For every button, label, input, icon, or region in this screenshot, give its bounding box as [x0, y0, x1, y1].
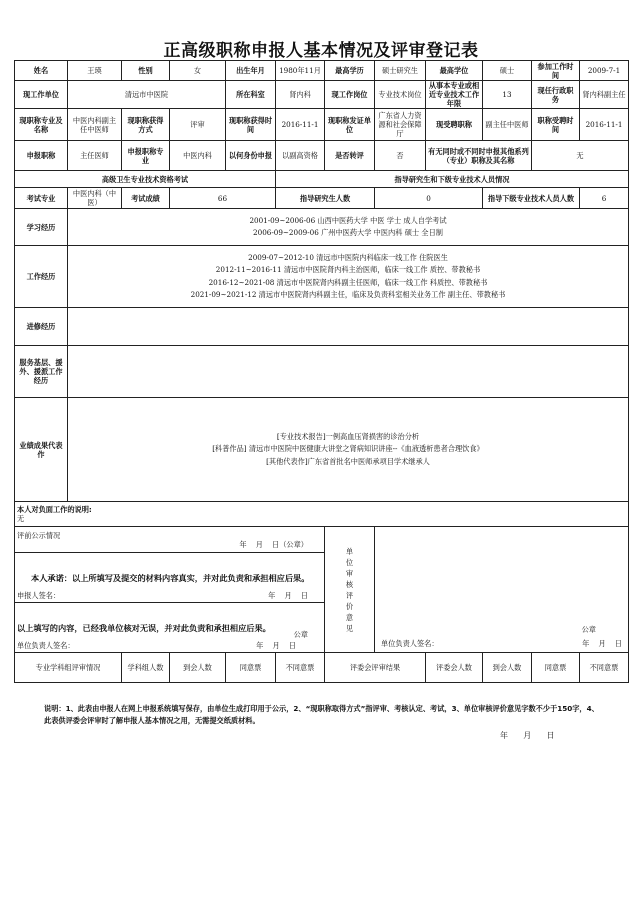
gender-label: 性别	[122, 61, 170, 81]
dept-label: 所在科室	[226, 81, 276, 109]
junior-count-label: 指导下级专业技术人员人数	[483, 188, 580, 209]
registration-form-table	[14, 60, 629, 683]
promise-sign: 申报人签名：	[17, 591, 61, 600]
publicity-date: 年 月 日（公章）	[239, 539, 308, 549]
committee-agree-label: 同意票	[532, 653, 580, 683]
admin-label: 现任行政职务	[532, 81, 580, 109]
publicity-label: 评前公示情况	[17, 530, 61, 540]
method-label: 现职称获得方式	[122, 109, 170, 141]
apply-label: 申报职称	[15, 141, 68, 171]
unit-check-date: 年 月 日	[256, 641, 296, 650]
committee-members-label: 评委会人数	[426, 653, 483, 683]
unit-opinion-seal: 公章	[581, 625, 596, 634]
group-review-label: 专业学科组评审情况	[15, 653, 122, 683]
admin-value: 肾内科副主任	[580, 81, 629, 109]
unit-opinion-sign: 单位负责人签名：	[381, 639, 439, 648]
committee-disagree-label: 不同意票	[580, 653, 629, 683]
get-time-value: 2016-11-1	[276, 109, 325, 141]
transfer-label: 是否转评	[325, 141, 375, 171]
birth-value: 1980年11月	[276, 61, 325, 81]
work-line: 2021-09~2021-12 清远市中医院肾内科副主任，临床及负责科室相关业务工作 副主任、带教秘书	[190, 290, 506, 299]
education-label: 最高学历	[325, 61, 375, 81]
issuer-label: 现职称发证单位	[325, 109, 375, 141]
identity-label: 以何身份申报	[226, 141, 276, 171]
group-agree-label: 同意票	[226, 653, 276, 683]
footnote: 说明：1、此表由申报人在网上申报系统填写保存，由单位生成打印用于公示，2、“现职称取得方式”指评审、考核认定、考试，3、单位审核评价意见字数不少于150字，4、此表供评委会评审时了解申报人基本情况之用，无需提交纸质材料。	[44, 704, 599, 725]
gender-value: 女	[170, 61, 226, 81]
self-explanation	[15, 502, 629, 527]
work-line: 2009-07~2012-10 清远市中医院内科临床一线工作 住院医生	[248, 252, 448, 262]
years-label: 从事本专业或相近专业技术工作年限	[426, 81, 483, 109]
guidance-section-title: 指导研究生和下级专业技术人员情况	[276, 171, 629, 188]
achievements-content	[68, 398, 629, 502]
get-time-label: 现职称获得时间	[226, 109, 276, 141]
name-value: 王瑛	[68, 61, 122, 81]
unit-check-seal: 公章	[293, 630, 308, 639]
exam-score-value: 66	[170, 188, 276, 209]
transfer-value: 否	[375, 141, 426, 171]
grad-count-label: 指导研究生人数	[276, 188, 375, 209]
dept-value: 肾内科	[276, 81, 325, 109]
achievement-line: [其他代表作]广东省首批名中医师承项目学术继承人	[266, 456, 430, 466]
title-value: 中医内科副主任中医师	[68, 109, 122, 141]
degree-label: 最高学位	[426, 61, 483, 81]
apply-major-label: 申报职称专业	[122, 141, 170, 171]
promise-date: 年 月 日	[268, 591, 308, 600]
work-label: 工作经历	[15, 246, 68, 308]
further-study-content	[68, 308, 629, 346]
page-title: 正高级职称申报人基本情况及评审登记表	[163, 41, 479, 61]
hire-time-value: 2016-11-1	[580, 109, 629, 141]
post-value: 专业技术岗位	[375, 81, 426, 109]
study-line: 2001-09~2006-06 山西中医药大学 中医 学士 成人自学考试	[249, 215, 447, 225]
name-label: 姓名	[15, 61, 68, 81]
group-present-label: 到会人数	[170, 653, 226, 683]
work-start-label: 参加工作时间	[532, 61, 580, 81]
exam-major-label: 考试专业	[15, 188, 68, 209]
years-value: 13	[483, 81, 532, 109]
achievement-line: [专业技术报告]一例高血压肾损害的诊治分析	[276, 431, 420, 441]
achievements-label: 业绩成果代表作	[15, 398, 68, 502]
post-label: 现工作岗位	[325, 81, 375, 109]
other-series-value: 无	[532, 141, 629, 171]
other-series-label: 有无同时或不同时申报其他系列（专业）职称及其名称	[426, 141, 532, 171]
unit-opinion-content	[375, 527, 629, 653]
unit-check-cell	[15, 603, 325, 653]
unit-label: 现工作单位	[15, 81, 68, 109]
study-content	[68, 209, 629, 246]
hire-time-label: 职称受聘时间	[532, 109, 580, 141]
work-line: 2012-11~2016-11 清远市中医院肾内科主治医师，临床一线工作 质控、带教秘书	[215, 265, 481, 274]
unit-check-sign: 单位负责人签名：	[17, 641, 75, 650]
self-explanation-label: 本人对负面工作的说明:	[17, 505, 92, 514]
service-label: 服务基层、援外、援派工作经历	[15, 346, 68, 398]
apply-value: 主任医师	[68, 141, 122, 171]
unit-value: 清远市中医院	[68, 81, 226, 109]
achievement-line: [科普作品] 清远市中医院中医健康大讲堂之肾病知识讲座--《血液透析患者合理饮食》	[212, 444, 484, 454]
grad-count-value: 0	[375, 188, 483, 209]
apply-major-value: 中医内科	[170, 141, 226, 171]
exam-score-label: 考试成绩	[122, 188, 170, 209]
group-disagree-label: 不同意票	[276, 653, 325, 683]
education-value: 硕士研究生	[375, 61, 426, 81]
hire-label: 现受聘职称	[426, 109, 483, 141]
publicity-cell	[15, 527, 325, 553]
issuer-value: 广东省人力资源和社会保障厅	[375, 109, 426, 141]
hire-value: 副主任中医师	[483, 109, 532, 141]
title-label: 现职称专业及名称	[15, 109, 68, 141]
committee-review-label: 评委会评审结果	[325, 653, 426, 683]
further-study-label: 进修经历	[15, 308, 68, 346]
promise-text: 本人承诺：以上所填写及提交的材料内容真实，并对此负责和承担相应后果。	[31, 573, 310, 583]
group-members-label: 学科组人数	[122, 653, 170, 683]
bottom-date: 年 月 日	[500, 731, 555, 740]
exam-section-title: 高级卫生专业技术资格考试	[15, 171, 276, 188]
promise-cell	[15, 553, 325, 603]
committee-present-label: 到会人数	[483, 653, 532, 683]
identity-value: 以副高资格	[276, 141, 325, 171]
service-content	[68, 346, 629, 398]
work-start-value: 2009-7-1	[580, 61, 629, 81]
work-content	[68, 246, 629, 308]
study-line: 2006-09~2009-06 广州中医药大学 中医内科 硕士 全日制	[253, 228, 443, 237]
unit-opinion-date: 年 月 日	[582, 639, 622, 648]
work-line: 2016-12~2021-08 清远市中医院肾内科副主任医师，临床一线工作 科质控、带教秘书	[208, 277, 488, 287]
junior-count-value: 6	[580, 188, 629, 209]
birth-label: 出生年月	[226, 61, 276, 81]
study-label: 学习经历	[15, 209, 68, 246]
degree-value: 硕士	[483, 61, 532, 81]
self-explanation-value: 无	[17, 514, 25, 523]
unit-opinion-label: 单位审核评价意见	[325, 527, 375, 653]
exam-major-value: 中医内科（中医）	[68, 188, 122, 209]
method-value: 评审	[170, 109, 226, 141]
unit-check-text: 以上填写的内容，已经我单位核对无误，并对此负责和承担相应后果。	[17, 623, 271, 633]
